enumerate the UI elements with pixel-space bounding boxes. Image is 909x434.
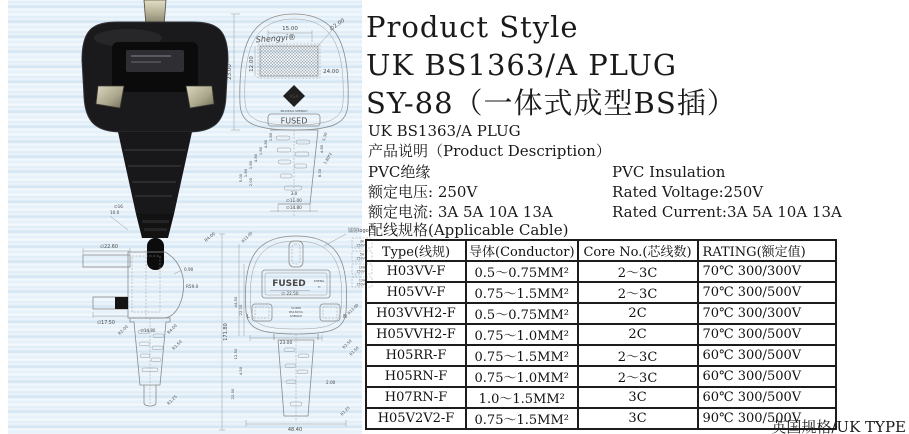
table-header-cell: RATING(额定值) [698, 240, 836, 261]
table-cell: 70℃ 300/300V [698, 303, 836, 324]
grip-dim: 4.80 [253, 153, 258, 163]
badge-amp: 3A [359, 239, 365, 244]
table-row [366, 261, 836, 282]
spec-zh: 额定电流: 3A 5A 10A 13A [368, 203, 553, 221]
brand-script: Shengyi® [255, 32, 297, 45]
model-title: SY-88（一体式成型BS插） [366, 86, 737, 120]
left-dim: 12.50 [233, 348, 238, 360]
table-row [366, 303, 836, 324]
dim-total-height: 171.80 [223, 323, 229, 341]
dim-body-width: 24.00 [323, 69, 339, 75]
brand-small-bottom: YI [317, 285, 321, 289]
grip-dim: 5.30 [321, 131, 329, 142]
table-row [366, 324, 836, 345]
left-dim: 22.10 [238, 304, 243, 316]
table-cell: H05VVH2-F [366, 324, 466, 345]
spec-zh: PVC绝缘 [368, 163, 431, 181]
grip-dim: 4.80 [263, 139, 268, 149]
fused-label-front: FUSED [272, 279, 306, 289]
dim-earth-pin: ∅22.60 [100, 245, 118, 250]
table-cell: 2～3C [578, 282, 698, 303]
spec-row [368, 182, 905, 202]
product-code-title: UK BS1363/A PLUG [366, 48, 678, 82]
right-dim: R1.25 [339, 405, 351, 417]
table-cell: 0.75～1.0MM² [466, 324, 578, 345]
description-block [368, 122, 905, 240]
table-cell: H03VV-F [366, 261, 466, 282]
table-header-cell: Type(线规) [366, 240, 466, 261]
spec-en: Rated Current:3A 5A 10A 13A [612, 203, 842, 221]
front-view-drawing [226, 224, 378, 434]
dim-cord-len: 10.0 [110, 210, 120, 215]
dim-grip-r-left: R2.00 [117, 324, 129, 336]
spec-en: Rated Voltage:250V [612, 183, 764, 201]
table-cell: 60℃ 300/500V [698, 387, 836, 408]
badge-amp: 5A [359, 252, 365, 257]
table-cell: 60℃ 300/500V [698, 345, 836, 366]
cable-spec-table [365, 239, 837, 430]
badge-volt: 250V~ [356, 256, 368, 261]
table-row [366, 345, 836, 366]
spec-en: PVC Insulation [612, 163, 726, 181]
table-cell: 60℃ 300/500V [698, 366, 836, 387]
asta-text: ASA [289, 95, 299, 100]
right-dim: R2.50 [341, 338, 353, 350]
grip-dim: 1.80 [248, 160, 253, 170]
corner-radius: R13.05 [240, 230, 254, 244]
dim-back-r: R59.0 [186, 284, 199, 289]
table-cell: H03VVH2-F [366, 303, 466, 324]
dim-body-height: 23.00 [227, 64, 233, 80]
table-cell: H05V2V2-F [366, 408, 466, 429]
grip-dim: ∅14.80 [286, 205, 302, 210]
model-line: BS1363/A [289, 310, 303, 314]
badge-volt: 250V~ [356, 282, 368, 287]
side-view-drawing [70, 200, 235, 434]
grip-dim: 1.80*2 [322, 151, 334, 166]
right-dim: R1.50 [348, 345, 360, 357]
model-line: SY-888 [291, 306, 301, 310]
dim-rib: 0.90 [184, 267, 194, 272]
spec-zh: 额定电压: 250V [368, 183, 478, 201]
back-view-drawing [226, 6, 366, 230]
badge-volt: 250V~ [356, 243, 368, 248]
dim-neck-r: R4.00 [203, 231, 217, 243]
badge-volt: 250V~ [356, 269, 368, 274]
grip-dim: 8.30 [317, 168, 322, 178]
section-title: 产品说明（Product Description） [368, 142, 611, 160]
dim-grip-top: ∅14.80 [140, 328, 156, 333]
dim-cord-dia: ∅16 [114, 204, 123, 209]
title-block [366, 8, 737, 122]
table-cell: H07RN-F [366, 387, 466, 408]
table-header-cell: 导体(Conductor) [466, 240, 578, 261]
dim-grip-r2: R1.50 [171, 339, 183, 351]
grip-dim: 1.80 [243, 168, 248, 178]
table-cell: 2C [578, 324, 698, 345]
grip-dim: ∅11.00 [286, 198, 302, 203]
dim-pin-span: ∅ 22.50 [281, 291, 299, 296]
dim-line-pin: ∅17.50 [97, 321, 115, 326]
dim-top-width: 15.00 [282, 26, 298, 32]
table-cell: 90℃ 300/500V [698, 408, 836, 429]
left-dim: 22.00 [230, 388, 235, 400]
left-dim: 44.50 [233, 296, 238, 308]
dim-tail-r: R1.25 [166, 394, 178, 406]
table-cell: 2C [578, 303, 698, 324]
table-header-row [366, 240, 836, 261]
table-cell: 0.75～1.5MM² [466, 345, 578, 366]
bottom-dim: 48.40 [287, 427, 303, 433]
dim-grip-r-right: R4.00 [166, 323, 178, 335]
table-cell: 2～3C [578, 366, 698, 387]
width-dim: 23.00 [279, 341, 293, 346]
grip-dim: 3.0 [290, 191, 298, 196]
spec-row [368, 202, 905, 222]
grip-dim: 4.80 [319, 144, 324, 154]
table-cell: 70℃ 300/500V [698, 324, 836, 345]
badge-amp: 10A [358, 265, 366, 270]
brand-small-top: SHENG [313, 279, 325, 283]
page-title: Product Style [366, 10, 579, 44]
model-line: SHENGYI [289, 314, 303, 318]
table-cell: 1.0～1.5MM² [466, 387, 578, 408]
grip-dim: 2.00 [248, 177, 253, 187]
table-cell: H05RN-F [366, 366, 466, 387]
cert-text: BS1363/A SHENGYI [280, 109, 308, 113]
table-cell: 70℃ 300/300V [698, 261, 836, 282]
table-cell: 0.75～1.5MM² [466, 282, 578, 303]
dim-pin-hole: ∅2.00 [328, 17, 347, 33]
table-cell: H05RR-F [366, 345, 466, 366]
table-cell: 3C [578, 387, 698, 408]
badge-amp: 13A [358, 278, 366, 283]
table-cell: 70℃ 300/500V [698, 282, 836, 303]
spec-row [368, 162, 905, 182]
subtitle: UK BS1363/A PLUG [368, 122, 521, 140]
grip-dim: 1.80 [258, 146, 263, 156]
laser-logo-note: 镭射logo [348, 228, 369, 234]
table-cell: 3C [578, 408, 698, 429]
fused-label-back: FUSED [280, 116, 308, 126]
table-footer: 英国规格/UK TYPE [771, 418, 906, 434]
label-n: N [343, 314, 347, 320]
table-row [366, 366, 836, 387]
right-pin-photo [186, 86, 214, 108]
left-pin-photo [96, 86, 124, 108]
table-cell: 0.5～0.75MM² [466, 261, 578, 282]
dim-window-height: 12.00 [249, 56, 255, 72]
table-cell: 0.5～0.75MM² [466, 303, 578, 324]
table-row [366, 387, 836, 408]
table-cell: 0.75～1.5MM² [466, 408, 578, 429]
left-dim: 4.50 [238, 366, 243, 376]
table-cell: H05VV-F [366, 282, 466, 303]
table-row [366, 282, 836, 303]
table-header-cell: Core No.(芯线数) [578, 240, 698, 261]
table-cell: 0.75～1.0MM² [466, 366, 578, 387]
grip-dim: 1.80 [268, 132, 273, 142]
table-cell: 2～3C [578, 261, 698, 282]
label-l: L [246, 314, 250, 320]
right-dim: R13.00 [346, 302, 360, 316]
grip-dim: 2.00 [326, 380, 336, 385]
grip-dim: 5.00 [238, 173, 243, 183]
table-cell: 2～3C [578, 345, 698, 366]
cable-section-title: 配线规格(Applicable Cable) [368, 221, 569, 239]
